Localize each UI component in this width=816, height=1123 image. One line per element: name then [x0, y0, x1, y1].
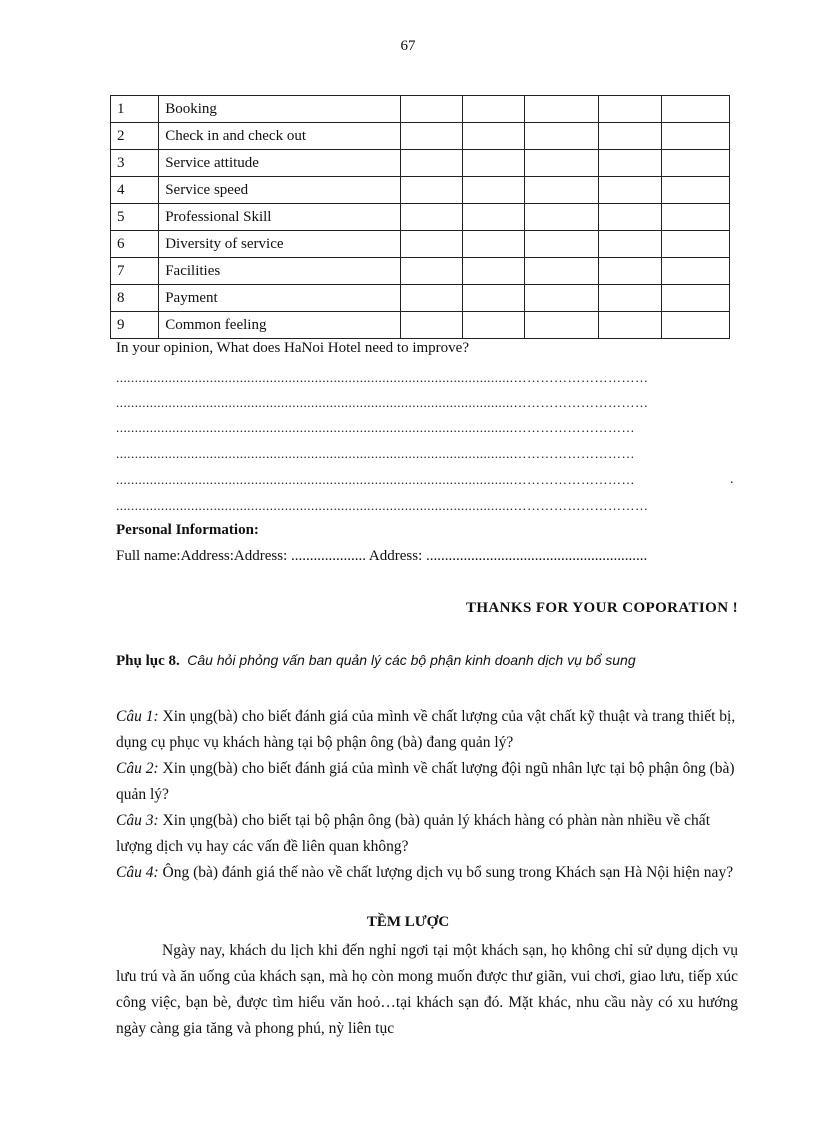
thanks-note: THANKS FOR YOUR COPORATION !: [465, 600, 738, 616]
question-item: [116, 808, 736, 860]
rating-cell: [661, 258, 729, 285]
rating-cell: [661, 204, 729, 231]
table-row: [111, 312, 730, 339]
rating-cell: [661, 150, 729, 177]
fullname-address-line: Full name:Address:Address: .................... Address: ...........................................................: [116, 548, 648, 564]
answer-line: ..........................................................................................................………………………: [116, 420, 635, 435]
row-number: 6: [111, 231, 159, 258]
rating-cell: [462, 177, 524, 204]
rating-cell: [401, 150, 462, 177]
appendix-heading: [116, 652, 636, 670]
appendix-title: Câu hỏi phỏng vấn ban quản lý các bộ phận kinh doanh dịch vụ bổ sung: [187, 652, 636, 668]
question-text: Xin ụng(bà) cho biết tại bộ phận ông (bà) quản lý khách hàng có phàn nàn nhiều về chất lượng dịch vụ hay các vấn đề liên quan không?: [116, 812, 710, 855]
rating-table: [110, 95, 730, 339]
rating-cell: [401, 312, 462, 339]
rating-cell: [524, 285, 598, 312]
table-row: [111, 177, 730, 204]
criterion-cell: Facilities: [159, 258, 401, 285]
row-number: 4: [111, 177, 159, 204]
question-label: Câu 1:: [116, 708, 159, 725]
rating-cell: [401, 231, 462, 258]
rating-cell: [524, 312, 598, 339]
row-number: 5: [111, 204, 159, 231]
rating-cell: [524, 123, 598, 150]
rating-cell: [524, 231, 598, 258]
row-number: 9: [111, 312, 159, 339]
table-row: [111, 285, 730, 312]
answer-line: ..........................................................................................................…………………………: [116, 395, 649, 410]
table-row: [111, 258, 730, 285]
summary-body: [116, 938, 738, 1042]
row-number: 7: [111, 258, 159, 285]
stray-dot: .: [730, 472, 734, 487]
rating-cell: [401, 177, 462, 204]
row-number: 8: [111, 285, 159, 312]
rating-cell: [599, 312, 661, 339]
rating-cell: [401, 204, 462, 231]
appendix-label: Phụ lục 8.: [116, 653, 180, 669]
rating-cell: [524, 96, 598, 123]
rating-cell: [661, 231, 729, 258]
rating-cell: [462, 312, 524, 339]
criterion-cell: Booking: [159, 96, 401, 123]
answer-line: ..........................................................................................................………………………: [116, 472, 635, 487]
rating-cell: [524, 150, 598, 177]
rating-cell: [524, 258, 598, 285]
row-number: 3: [111, 150, 159, 177]
opinion-question: In your opinion, What does HaNoi Hotel need to improve?: [116, 340, 469, 356]
question-item: [116, 704, 736, 756]
rating-cell: [462, 258, 524, 285]
criterion-cell: Payment: [159, 285, 401, 312]
answer-line: ..........................................................................................................…………………………: [116, 498, 649, 513]
question-item: [116, 860, 736, 886]
criterion-cell: Professional Skill: [159, 204, 401, 231]
question-text: Xin ụng(bà) cho biết đánh giá của mình về chất lượng đội ngũ nhân lực tại bộ phận ông (bà) quản lý?: [116, 760, 735, 803]
rating-cell: [401, 285, 462, 312]
rating-cell: [599, 285, 661, 312]
interview-questions: [116, 704, 736, 886]
rating-cell: [462, 231, 524, 258]
rating-cell: [599, 204, 661, 231]
rating-cell: [462, 123, 524, 150]
question-item: [116, 756, 736, 808]
rating-cell: [599, 123, 661, 150]
table-row: [111, 150, 730, 177]
rating-cell: [599, 258, 661, 285]
rating-cell: [599, 177, 661, 204]
rating-cell: [661, 285, 729, 312]
criterion-cell: Service speed: [159, 177, 401, 204]
question-text: Ông (bà) đánh giá thế nào về chất lượng dịch vụ bổ sung trong Khách sạn Hà Nội hiện nay?: [158, 864, 734, 881]
criterion-cell: Diversity of service: [159, 231, 401, 258]
answer-line: ..........................................................................................................………………………: [116, 446, 635, 461]
rating-cell: [661, 123, 729, 150]
rating-cell: [401, 123, 462, 150]
question-text: Xin ụng(bà) cho biết đánh giá của mình về chất lượng của vật chất kỹ thuật và trang thiết bị, dụng cụ phục vụ khách hàng tại bộ phận ông (bà) đang quản lý?: [116, 708, 736, 751]
table-row: [111, 96, 730, 123]
row-number: 2: [111, 123, 159, 150]
rating-cell: [599, 96, 661, 123]
rating-cell: [524, 204, 598, 231]
rating-cell: [401, 258, 462, 285]
criterion-cell: Check in and check out: [159, 123, 401, 150]
question-label: Câu 2:: [116, 760, 159, 777]
table-row: [111, 123, 730, 150]
question-label: Câu 4:: [116, 864, 159, 881]
rating-cell: [462, 204, 524, 231]
rating-cell: [462, 150, 524, 177]
criterion-cell: Common feeling: [159, 312, 401, 339]
page-number: 67: [400, 38, 416, 54]
rating-cell: [524, 177, 598, 204]
table-row: [111, 204, 730, 231]
summary-paragraph: Ngày nay, khách du lịch khi đến nghỉ ngơi tại một khách sạn, họ không chỉ sử dụng dịch vụ lưu trú và ăn uống của khách sạn, mà họ còn mong muốn được thư giãn, vui chơi, giao lưu, tiếp xúc công việc, bạn bè, được tìm hiểu văn hoỏ…tại khách sạn đó. Mặt khác, nhu cầu này có xu hướng ngày càng gia tăng và phong phú, nỳ liên tục: [116, 942, 738, 1037]
table-row: [111, 231, 730, 258]
question-label: Câu 3:: [116, 812, 159, 829]
rating-cell: [462, 96, 524, 123]
rating-cell: [661, 177, 729, 204]
answer-line: ..........................................................................................................…………………………: [116, 370, 649, 385]
personal-info-heading: Personal Information:: [116, 522, 259, 538]
rating-cell: [599, 150, 661, 177]
rating-cell: [462, 285, 524, 312]
row-number: 1: [111, 96, 159, 123]
rating-cell: [661, 312, 729, 339]
criterion-cell: Service attitude: [159, 150, 401, 177]
rating-cell: [401, 96, 462, 123]
rating-cell: [599, 231, 661, 258]
summary-heading: TỀM LƯỢC: [366, 914, 450, 930]
rating-cell: [661, 96, 729, 123]
